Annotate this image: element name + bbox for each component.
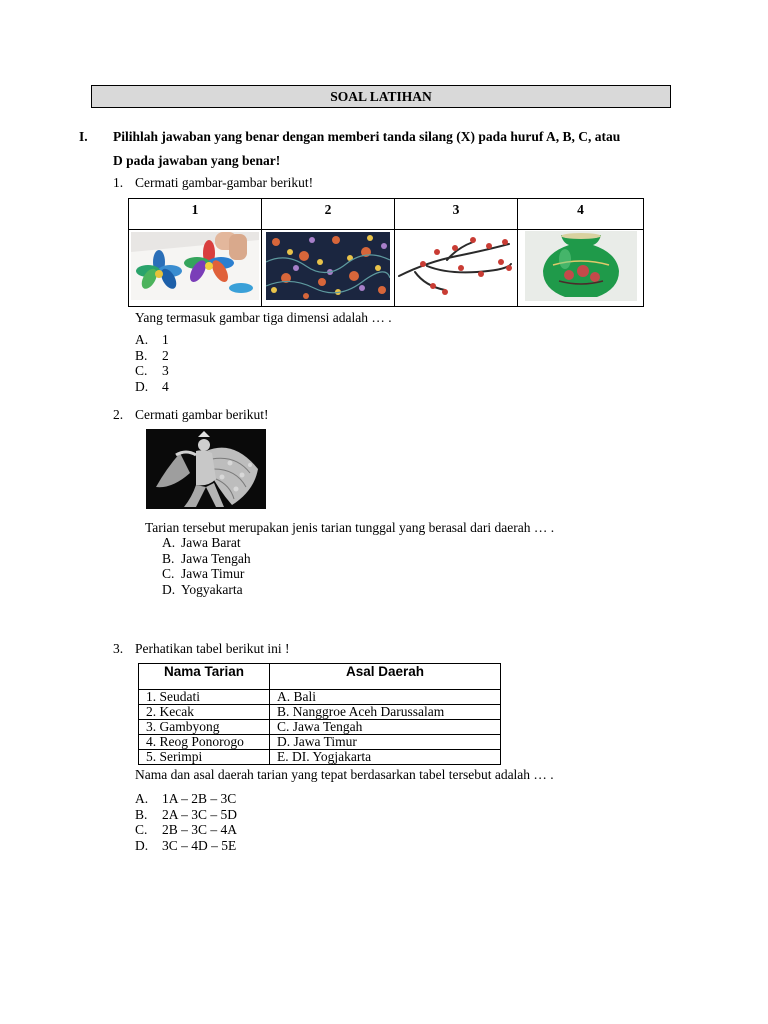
q1-option-a[interactable]	[135, 332, 169, 348]
q2-prompt: Cermati gambar berikut!	[135, 407, 269, 422]
option-letter: B.	[135, 806, 148, 822]
q1-image-cell-4	[518, 230, 644, 307]
q3-options	[135, 791, 237, 853]
q2-number: 2.	[113, 407, 124, 422]
q1-option-c[interactable]	[135, 363, 169, 379]
option-letter: D.	[162, 581, 176, 597]
q3-daerah-cell: A. Bali	[270, 690, 501, 705]
table-row	[139, 720, 501, 735]
q3-option-a[interactable]	[135, 791, 237, 807]
q1-header-3: 3	[395, 199, 518, 230]
q3-daerah-cell: C. Jawa Tengah	[270, 720, 501, 735]
q1-options	[135, 332, 169, 394]
dancer-photo-image	[146, 429, 266, 509]
q1-image-cell-1	[129, 230, 262, 307]
q1-number: 1.	[113, 175, 124, 190]
q3-col2-header: Asal Daerah	[270, 664, 501, 690]
instruction-line-2: D pada jawaban yang benar!	[113, 153, 281, 168]
option-text: Jawa Barat	[181, 535, 241, 550]
q3-question: Nama dan asal daerah tarian yang tepat berdasarkan tabel tersebut adalah … .	[135, 767, 554, 782]
q3-col1-header: Nama Tarian	[139, 664, 270, 690]
option-letter: B.	[135, 347, 148, 363]
q3-prompt: Perhatikan tabel berikut ini !	[135, 641, 290, 656]
q3-tarian-cell: 3. Gambyong	[139, 720, 270, 735]
q1-question: Yang termasuk gambar tiga dimensi adalah … .	[135, 310, 392, 325]
q2-question: Tarian tersebut merupakan jenis tarian tunggal yang berasal dari daerah … .	[145, 520, 555, 535]
section-number: I.	[79, 129, 88, 144]
option-letter: D.	[135, 837, 149, 853]
option-letter: C.	[162, 566, 175, 581]
q3-tarian-cell: 1. Seudati	[139, 690, 270, 705]
option-letter: D.	[135, 378, 149, 394]
q3-daerah-cell: B. Nanggroe Aceh Darussalam	[270, 705, 501, 720]
q3-number: 3.	[113, 641, 124, 656]
option-text: 2B – 3C – 4A	[162, 822, 238, 837]
option-letter: A.	[162, 535, 176, 550]
instruction-line-1: Pilihlah jawaban yang benar dengan memberi tanda silang (X) pada huruf A, B, C, atau	[113, 129, 621, 144]
q1-header-2: 2	[262, 199, 395, 230]
q3-daerah-cell: E. DI. Yogjakarta	[270, 750, 501, 765]
q3-option-d[interactable]	[135, 838, 237, 854]
option-text: 3	[162, 363, 169, 378]
q2-option-b[interactable]	[162, 551, 251, 567]
option-letter: C.	[135, 363, 148, 378]
q1-option-d[interactable]	[135, 379, 169, 395]
option-letter: C.	[135, 822, 148, 837]
option-text: 2	[162, 347, 169, 363]
green-vase-image	[525, 231, 637, 301]
q3-dance-table	[138, 663, 501, 765]
option-text: 3C – 4D – 5E	[162, 837, 237, 853]
option-text: 4	[162, 378, 169, 394]
q1-option-b[interactable]	[135, 348, 169, 364]
q3-tarian-cell: 5. Serimpi	[139, 750, 270, 765]
q3-option-b[interactable]	[135, 807, 237, 823]
q3-tarian-cell: 2. Kecak	[139, 705, 270, 720]
option-letter: A.	[135, 332, 149, 347]
option-text: 2A – 3C – 5D	[162, 806, 238, 822]
table-row	[139, 735, 501, 750]
q2-options	[162, 535, 251, 597]
table-row	[139, 705, 501, 720]
worksheet-title: SOAL LATIHAN	[91, 85, 671, 108]
q3-daerah-cell: D. Jawa Timur	[270, 735, 501, 750]
option-text: 1A – 2B – 3C	[162, 791, 237, 806]
q3-tarian-cell: 4. Reog Ponorogo	[139, 735, 270, 750]
q2-option-d[interactable]	[162, 582, 251, 598]
option-text: Jawa Timur	[181, 566, 245, 581]
q1-header-1: 1	[129, 199, 262, 230]
table-row	[139, 690, 501, 705]
q1-prompt: Cermati gambar-gambar berikut!	[135, 175, 314, 190]
batik-pattern-image	[266, 232, 390, 300]
option-text: Jawa Tengah	[181, 550, 251, 566]
q1-image-table	[128, 198, 644, 307]
table-row	[139, 750, 501, 765]
branch-painting-image	[397, 232, 515, 300]
q2-dancer-image-frame	[146, 429, 266, 509]
q1-header-4: 4	[518, 199, 644, 230]
q1-image-cell-2	[262, 230, 395, 307]
q2-option-c[interactable]	[162, 566, 251, 582]
painted-flowers-image	[131, 232, 259, 300]
option-text: Yogyakarta	[181, 581, 243, 597]
q3-option-c[interactable]	[135, 822, 237, 838]
option-letter: A.	[135, 791, 149, 806]
q2-option-a[interactable]	[162, 535, 251, 551]
option-letter: B.	[162, 550, 175, 566]
option-text: 1	[162, 332, 169, 347]
q1-image-cell-3	[395, 230, 518, 307]
